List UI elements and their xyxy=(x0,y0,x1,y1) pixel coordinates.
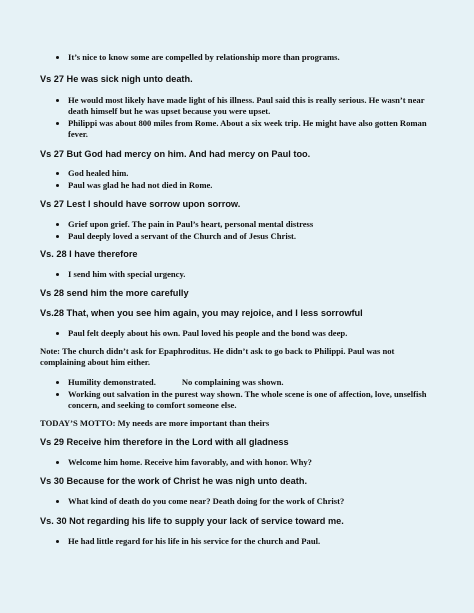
verse-heading: Vs 29 Receive him therefore in the Lord with all gladness xyxy=(40,437,289,447)
list-item-text: Paul was glad he had not died in Rome. xyxy=(68,180,213,190)
list-item-text: It’s nice to know some are compelled by relationship more than programs. xyxy=(68,52,340,62)
bullet-icon xyxy=(56,172,59,175)
list-item-text: He had little regard for his life in his service for the church and Paul. xyxy=(68,536,321,546)
bullet-icon xyxy=(56,381,59,384)
verse-heading: Vs 30 Because for the work of Christ he was nigh unto death. xyxy=(40,476,307,486)
verse-heading: Vs 27 But God had mercy on him. And had mercy on Paul too. xyxy=(40,149,311,159)
verse-heading: Vs.28 That, when you see him again, you may rejoice, and I less sorrowful xyxy=(40,308,363,318)
list-item-text: Philippi was about 800 miles from Rome. About a six week trip. He might have also gotten Roman fever. xyxy=(68,118,427,139)
list-item-text: God healed him. xyxy=(68,168,129,178)
list-item-text: I send him with special urgency. xyxy=(68,269,186,279)
motto-line: TODAY’S MOTTO: My needs are more important than theirs xyxy=(40,418,270,428)
list-item-text: Welcome him home. Receive him favorably, and with honor. Why? xyxy=(68,457,312,467)
list-item-text: Working out salvation in the purest way shown. The whole scene is one of affection, love, unselfish concern, and seeking to comfort someone else. xyxy=(68,389,427,410)
bullet-icon xyxy=(56,540,59,543)
verse-heading: Vs 28 send him the more carefully xyxy=(40,288,189,298)
list-item-text: He would most likely have made light of his illness. Paul said this is really serious. He wasn’t near death himself but he was upset because you were upset. xyxy=(68,95,425,116)
verse-heading: Vs. 30 Not regarding his life to supply your lack of service toward me. xyxy=(40,516,344,526)
bullet-icon xyxy=(56,461,59,464)
bullet-icon xyxy=(56,235,59,238)
verse-heading: Vs. 28 I have therefore xyxy=(40,249,138,259)
list-item-text: What kind of death do you come near? Death doing for the work of Christ? xyxy=(68,496,345,506)
bullet-icon xyxy=(56,122,59,125)
bullet-icon xyxy=(56,99,59,102)
list-item-text: Paul deeply loved a servant of the Church and of Jesus Christ. xyxy=(68,231,297,241)
list-item-text: Paul felt deeply about his own. Paul loved his people and the bond was deep. xyxy=(68,328,348,338)
list-item-text-part: Humility demonstrated. xyxy=(68,377,156,387)
bullet-icon xyxy=(56,223,59,226)
verse-heading: Vs 27 He was sick nigh unto death. xyxy=(40,74,193,84)
bullet-icon xyxy=(56,332,59,335)
bullet-icon xyxy=(56,56,59,59)
note-paragraph: Note: The church didn’t ask for Epaphroditus. He didn’t ask to go back to Philippi. Paul was not complaining about him either. xyxy=(40,346,395,367)
list-item-text xyxy=(68,377,438,388)
list-item-text: Grief upon grief. The pain in Paul’s heart, personal mental distress xyxy=(68,219,314,229)
bullet-icon xyxy=(56,500,59,503)
bullet-icon xyxy=(56,184,59,187)
verse-heading: Vs 27 Lest I should have sorrow upon sorrow. xyxy=(40,199,241,209)
bullet-icon xyxy=(56,273,59,276)
bullet-icon xyxy=(56,393,59,396)
list-item-text-part: No complaining was shown. xyxy=(181,377,284,387)
